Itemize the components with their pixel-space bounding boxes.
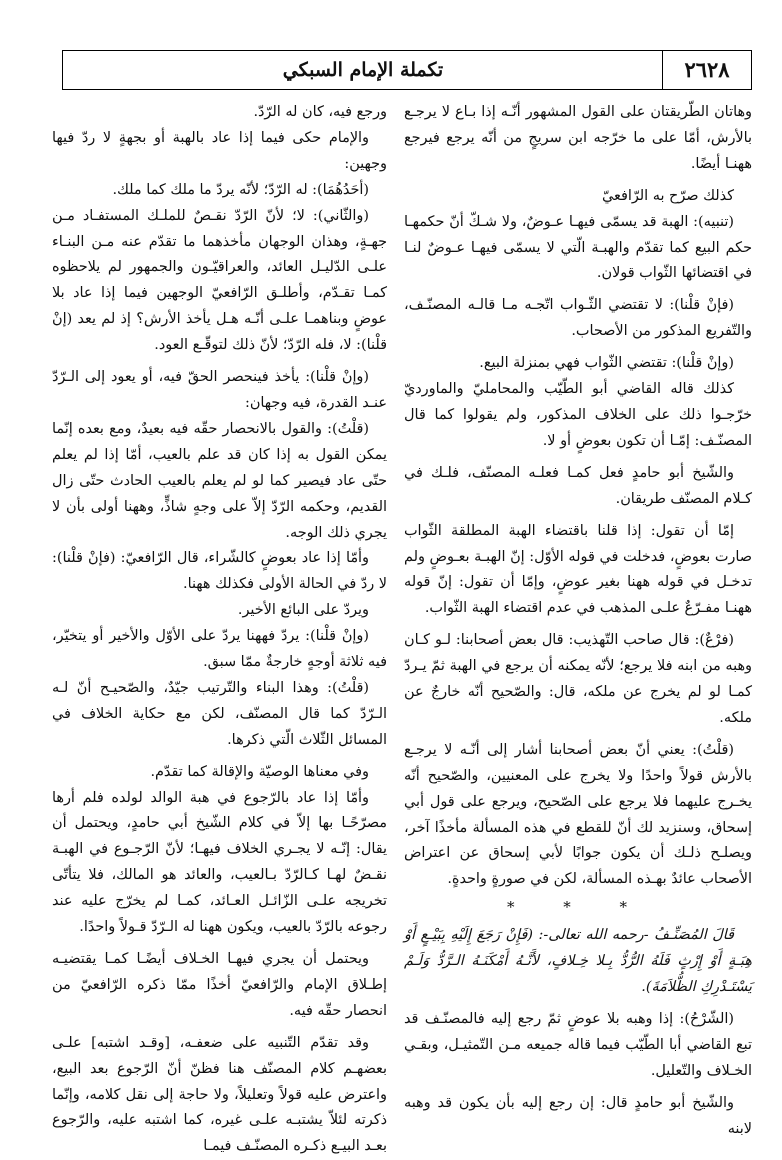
paragraph: (وإنْ قلْنا): تقتضي الثّواب فهي بمنزلة البيع.: [479, 355, 734, 372]
paragraph: وهاتان الطّريقتان على القول المشهور أنّـه إذا بـاع لا يرجـع بالأرش، أمّا على ما خرّجه ابن سريجٍ من أنّه يرجع فيرجع ههنـا أيضًا.: [404, 104, 752, 172]
paragraph: (وإنْ قلْنا): يأخذ فينحصر الحقّ فيه، أو يعود إلى الـرّدّ عنـد القدرة، فيه وجهان:: [52, 369, 387, 411]
page-header: [62, 50, 752, 90]
paragraph: (والثّاني): لا؛ لأنّ الرّدّ نقـصٌ للملـك المستفـاد مـن جهـةٍ، وهذان الوجهان مأخذهما ما تقدّم عنه مـن البنـاء علـى الدّليـل العائد، والعراقيّـون والجمهور لم يلاحظوه كمـا تقـدّم، وأطلـق الرّافعيّ الوجهين فيما إذا عاد بلا عوضٍ وبناهمـا علـى أنّـه هـل يأخذ الأرش؟ إذ لم يعد (إنْ قلْنا): لا، فله الرّدّ؛ لأنّ ذلك لتوقّـع العود.: [52, 207, 387, 354]
paragraph: (فرْعٌ): قال صاحب التّهذيب: قال بعض أصحابنا: لـو كـان وهبه من ابنه فلا يرجع؛ لأنّه يمكنه أن يرجع في الهبة ثمّ يـردّ كمـا لو لم يخرج عن ملكه، قال: والصّحيح أنّه خارجٌ عن ملكه.: [404, 632, 752, 726]
paragraph: ويردّ على البائع الأخير.: [237, 602, 369, 619]
paragraph: كذلك صرّح به الرّافعيّ: [602, 187, 734, 204]
left-text-column: [52, 100, 387, 1160]
paragraph: والإمام حكى فيما إذا عاد بالهبة أو بجهةٍ لا ردّ فيها وجهين:: [52, 129, 387, 172]
paragraph: (قلْتُ): وهذا البناء والتّرتيب جيّدٌ، والصّحيـح أنّ لـه الـرّدّ كما قال المصنّف، لكن مع حكاية الخلاف في المسائل الثّلاث الّتي ذكرها.: [52, 679, 387, 748]
running-title: تكملة الإمام السبكي: [282, 59, 444, 81]
paragraph: (أحَدُهُمَا): له الرّدّ؛ لأنّه يردّ ما ملك كما ملك.: [112, 181, 369, 198]
paragraph: (وإنْ قلْنا): يردّ فههنا يردّ على الأوّل والأخير أو يتخيّر، فيه ثلاثة أوجهٍ خارجةٌ ممّا سبق.: [52, 628, 387, 671]
paragraph: (تنبيه): الهبة قد يسمّى فيهـا عـوضٌ، ولا شـكّ أنّ حكمهـا حكم البيع كما تقدّم والهبـة الّتي لا يسمّى فيهـا عـوضٌ لنـا في اقتضائها الثّواب قولان.: [404, 213, 752, 282]
quoted-matn: قَالَ المُصَنِّـفُ -رحمه الله تعالى-: (فَإِنْ رَجَعَ إِلَيْهِ بِبَيْـعٍ أَوْ هِبَـةٍ أَوْ إِرْثٍ فَلَهُ الرُّدُّ بِـلا خِـلافٍ، لأَنَّـهُ أَمْكَنَـهُ الـرَّدُّ وَلَـمْ يَسْتَـدْرِكِ الظُّلاَمَةَ).: [404, 927, 752, 995]
paragraph: وفي معناها الوصيّة والإقالة كما تقدّم.: [150, 763, 369, 780]
paragraph: (قلْتُ): والقول بالانحصار حقّه فيه بعيدٌ، ومع بعده إنّما يمكن القول به إذا كان قد علم بالعيب، أمّا إذا لم يعلم حتّى عاد فيصير كما لو لم يعلم بالعيب الحادث حتّى زال القديم، وحكمه الرّدّ إلاّ على وجهٍ شاذٍّ، وههنا أولى بأن لا يجري ذلك الوجه.: [52, 420, 387, 541]
paragraph: وقد تقدّم التّنبيه على ضعفـه، [وقـد اشتبه] علـى بعضهـم كلام المصنّف هنا فظنّ أنّ الرّجوع بعد البيع، واعترض عليه قولاً وتعليلاً، ولا حاجة إلى نقل كلامه، وإنّما ذكرته لئلاّ يشتبـه علـى غيره، كما اشتبه عليه، والرّجوع بعـد البيـع ذكـره المصنّـف فيمـا: [52, 1034, 387, 1155]
paragraph: ورجع فيه، كان له الرّدّ.: [253, 104, 387, 120]
paragraph: والشّيخ أبو حامدٍ فعل كمـا فعلـه المصنّف، فلـك في كـلام المصنّف طريقان.: [404, 464, 752, 507]
paragraph: إمّا أن تقول: إذا قلنا باقتضاء الهبة المطلقة الثّواب صارت بعوضٍ، فدخلت في قوله الأوّل: إنّ الهبـة بعـوضٍ ولم تدخـل في قوله ههنا بغير عوضٍ، وإمّا أن تقول: إنّ قوله ههنـا مفـرّعٌ علـى المذهب في عدم اقتضاء الهبة الثّواب.: [404, 522, 752, 617]
paragraph: ويحتمل أن يجري فيهـا الخـلاف أيضًـا كمـا يقتضيـه إطـلاق الإمام والرّافعيّ أخذًا ممّا ذكره الرّافعيّ من انحصار حقّه فيه.: [52, 951, 387, 1019]
section-divider-stars: * * *: [506, 898, 650, 917]
paragraph: (قلْتُ): يعني أنّ بعض أصحابنا أشار إلى أنّـه لا يرجـع بالأرش قولاً واحدًا ولا يخرج على المعنيين، والصّحيح أنّه يخـرج عليهما فلا يرجع على الصّحيح، ويرجع على قول أبي إسحاق، وسنزيد لك أنّ للقطع في هذه المسألة مأخذًا آخر، ويصلـح ذلـك أن يكون جوابًا لأبي إسحاق عن اعتراض الأصحاب عائدٌ بهـذه المسألة، لكن في صورةٍ واحدةٍ.: [404, 741, 752, 888]
right-text-column: [404, 100, 752, 1142]
paragraph: (فإنْ قلْنا): لا تقتضي الثّـواب اتّجـه مـا قالـه المصنّـف، والتّفريع المذكور من الأصحاب.: [404, 297, 752, 340]
paragraph: وأمّا إذا عاد بالرّجوع في هبة الوالد لولده فلم أرها مصرّحًـا بها إلاّ في كلام الشّيخ أبي حامدٍ، ويحتمل أن يقال: إنّـه لا يجـري الخلاف فيهـا؛ لأنّ الرّجـوع في الهبـة نقـضٌ لهـا كـالرّدّ بـالعيب، والعائد هو المالك، فلا يتأتّى تخريجه علـى الزّائـل العـائد، كمـا لم يخرّج عليه عند رجوعه بالرّدّ بالعيب، ويكون ههنا له الـرّدّ قـولاً واحدًا.: [52, 789, 387, 936]
paragraph: (الشّرْحُ): إذا وهبه بلا عوضٍ ثمّ رجع إليه فالمصنّـف قد تبع القاضي أبا الطّيّب فيما قاله جميعه مـن التّمثيـل، وبقـي الخـلاف والتّعليل.: [404, 1010, 752, 1079]
paragraph: والشّيخ أبو حامدٍ قال: إن رجع إليه بأن يكون قد وهبه لابنه: [404, 1094, 752, 1137]
paragraph: كذلك قاله القاضي أبو الطّيّب والمحامليّ والماورديّ خرّجـوا ذلك على الخلاف المذكور، ولم يقولوا كما قال المصنّـف: إمّـا أن تكون بعوضٍ أو لا.: [404, 381, 752, 449]
paragraph: وأمّا إذا عاد بعوضٍ كالشّراء، قال الرّافعيّ: (فإنْ قلْنا): لا ردّ في الحالة الأولى فكذلك ههنا.: [52, 550, 387, 593]
page-number: ٢٦٢٨: [662, 51, 751, 89]
